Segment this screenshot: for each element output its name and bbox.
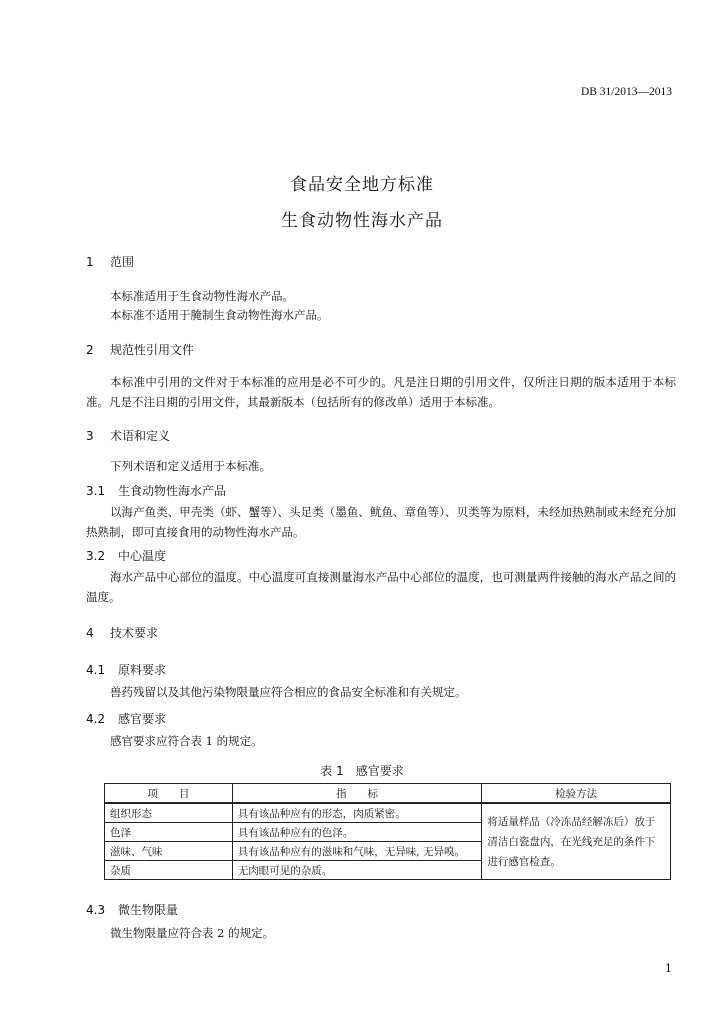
table-header-cell: 指 标 [232, 784, 482, 804]
sensory-requirements-table [104, 783, 671, 880]
paragraph: 下列术语和定义适用于本标准。 [110, 459, 271, 473]
section-number: 1 [86, 255, 94, 269]
section-heading-4-2 [86, 710, 166, 727]
section-heading-1 [86, 253, 134, 270]
section-title: 微生物限量 [118, 903, 179, 917]
section-heading-4 [86, 624, 158, 641]
section-number: 4.3 [86, 903, 106, 917]
table-header-row [105, 784, 671, 804]
table-cell-indicator: 无肉眼可见的杂质。 [232, 861, 482, 880]
paragraph: 兽药残留以及其他污染物限量应符合相应的食品安全标准和有关规定。 [110, 685, 467, 699]
section-number: 3.1 [86, 484, 106, 498]
table-cell-indicator: 具有该品种应有的形态，肉质紧密。 [232, 803, 482, 823]
section-title: 技术要求 [110, 626, 159, 640]
standard-code: DB 31/2013—2013 [580, 86, 672, 98]
paragraph: 感官要求应符合表 1 的规定。 [110, 734, 263, 748]
table-cell-indicator: 具有该品种应有的色泽。 [232, 823, 482, 842]
paragraph: 本标准适用于生食动物性海水产品。 [110, 289, 294, 303]
section-title: 生食动物性海水产品 [118, 484, 227, 498]
section-title: 原料要求 [118, 663, 167, 677]
document-title: 食品安全地方标准 [290, 175, 434, 195]
table-cell-item: 组织形态 [105, 803, 233, 823]
section-title: 范围 [110, 255, 135, 269]
section-number: 4.2 [86, 712, 106, 726]
section-number: 3.2 [86, 549, 106, 563]
table-cell-item: 杂质 [105, 861, 233, 880]
section-number: 4 [86, 626, 94, 640]
table-cell-item: 滋味、气味 [105, 842, 233, 861]
section-heading-4-3 [86, 901, 178, 918]
section-heading-3-2 [86, 547, 166, 564]
section-heading-4-1 [86, 661, 166, 678]
section-title: 中心温度 [118, 549, 167, 563]
table-caption: 表 1 感官要求 [320, 764, 404, 778]
page-number: 1 [665, 962, 672, 975]
section-title: 感官要求 [118, 712, 167, 726]
section-title: 规范性引用文件 [110, 343, 195, 357]
section-number: 3 [86, 429, 94, 443]
paragraph: 以海产鱼类、甲壳类（虾、蟹等）、头足类（墨鱼、鱿鱼、章鱼等）、贝类等为原料，未经加热熟制或未经充分加热熟制，即可直接食用的动物性海水产品。 [86, 505, 676, 539]
paragraph: 微生物限量应符合表 2 的规定。 [110, 926, 275, 940]
table-cell-item: 色泽 [105, 823, 233, 842]
table-header-cell: 项 目 [105, 784, 233, 804]
table-header-cell: 检验方法 [482, 784, 671, 804]
section-number: 4.1 [86, 663, 106, 677]
table-cell-indicator: 具有该品种应有的滋味和气味，无异味, 无异嗅。 [232, 842, 482, 861]
section-heading-3 [86, 427, 170, 444]
section-heading-2 [86, 341, 194, 358]
document-subtitle: 生食动物性海水产品 [281, 211, 443, 231]
paragraph: 本标准不适用于腌制生食动物性海水产品。 [110, 308, 329, 322]
section-heading-3-1 [86, 482, 226, 499]
paragraph: 海水产品中心部位的温度。中心温度可直接测量海水产品中心部位的温度，也可测量两件接触的海水产品之间的温度。 [86, 570, 676, 604]
section-number: 2 [86, 343, 94, 357]
section-title: 术语和定义 [110, 429, 171, 443]
table-row [105, 803, 671, 823]
table-cell-method: 将适量样品（冷冻品经解冻后）放于清洁白瓷盘内，在光线充足的条件下进行感官检查。 [482, 803, 671, 880]
paragraph: 本标准中引用的文件对于本标准的应用是必不可少的。凡是注日期的引用文件，仅所注日期的版本适用于本标准。凡是不注日期的引用文件，其最新版本（包括所有的修改单）适用于本标准。 [86, 375, 676, 409]
